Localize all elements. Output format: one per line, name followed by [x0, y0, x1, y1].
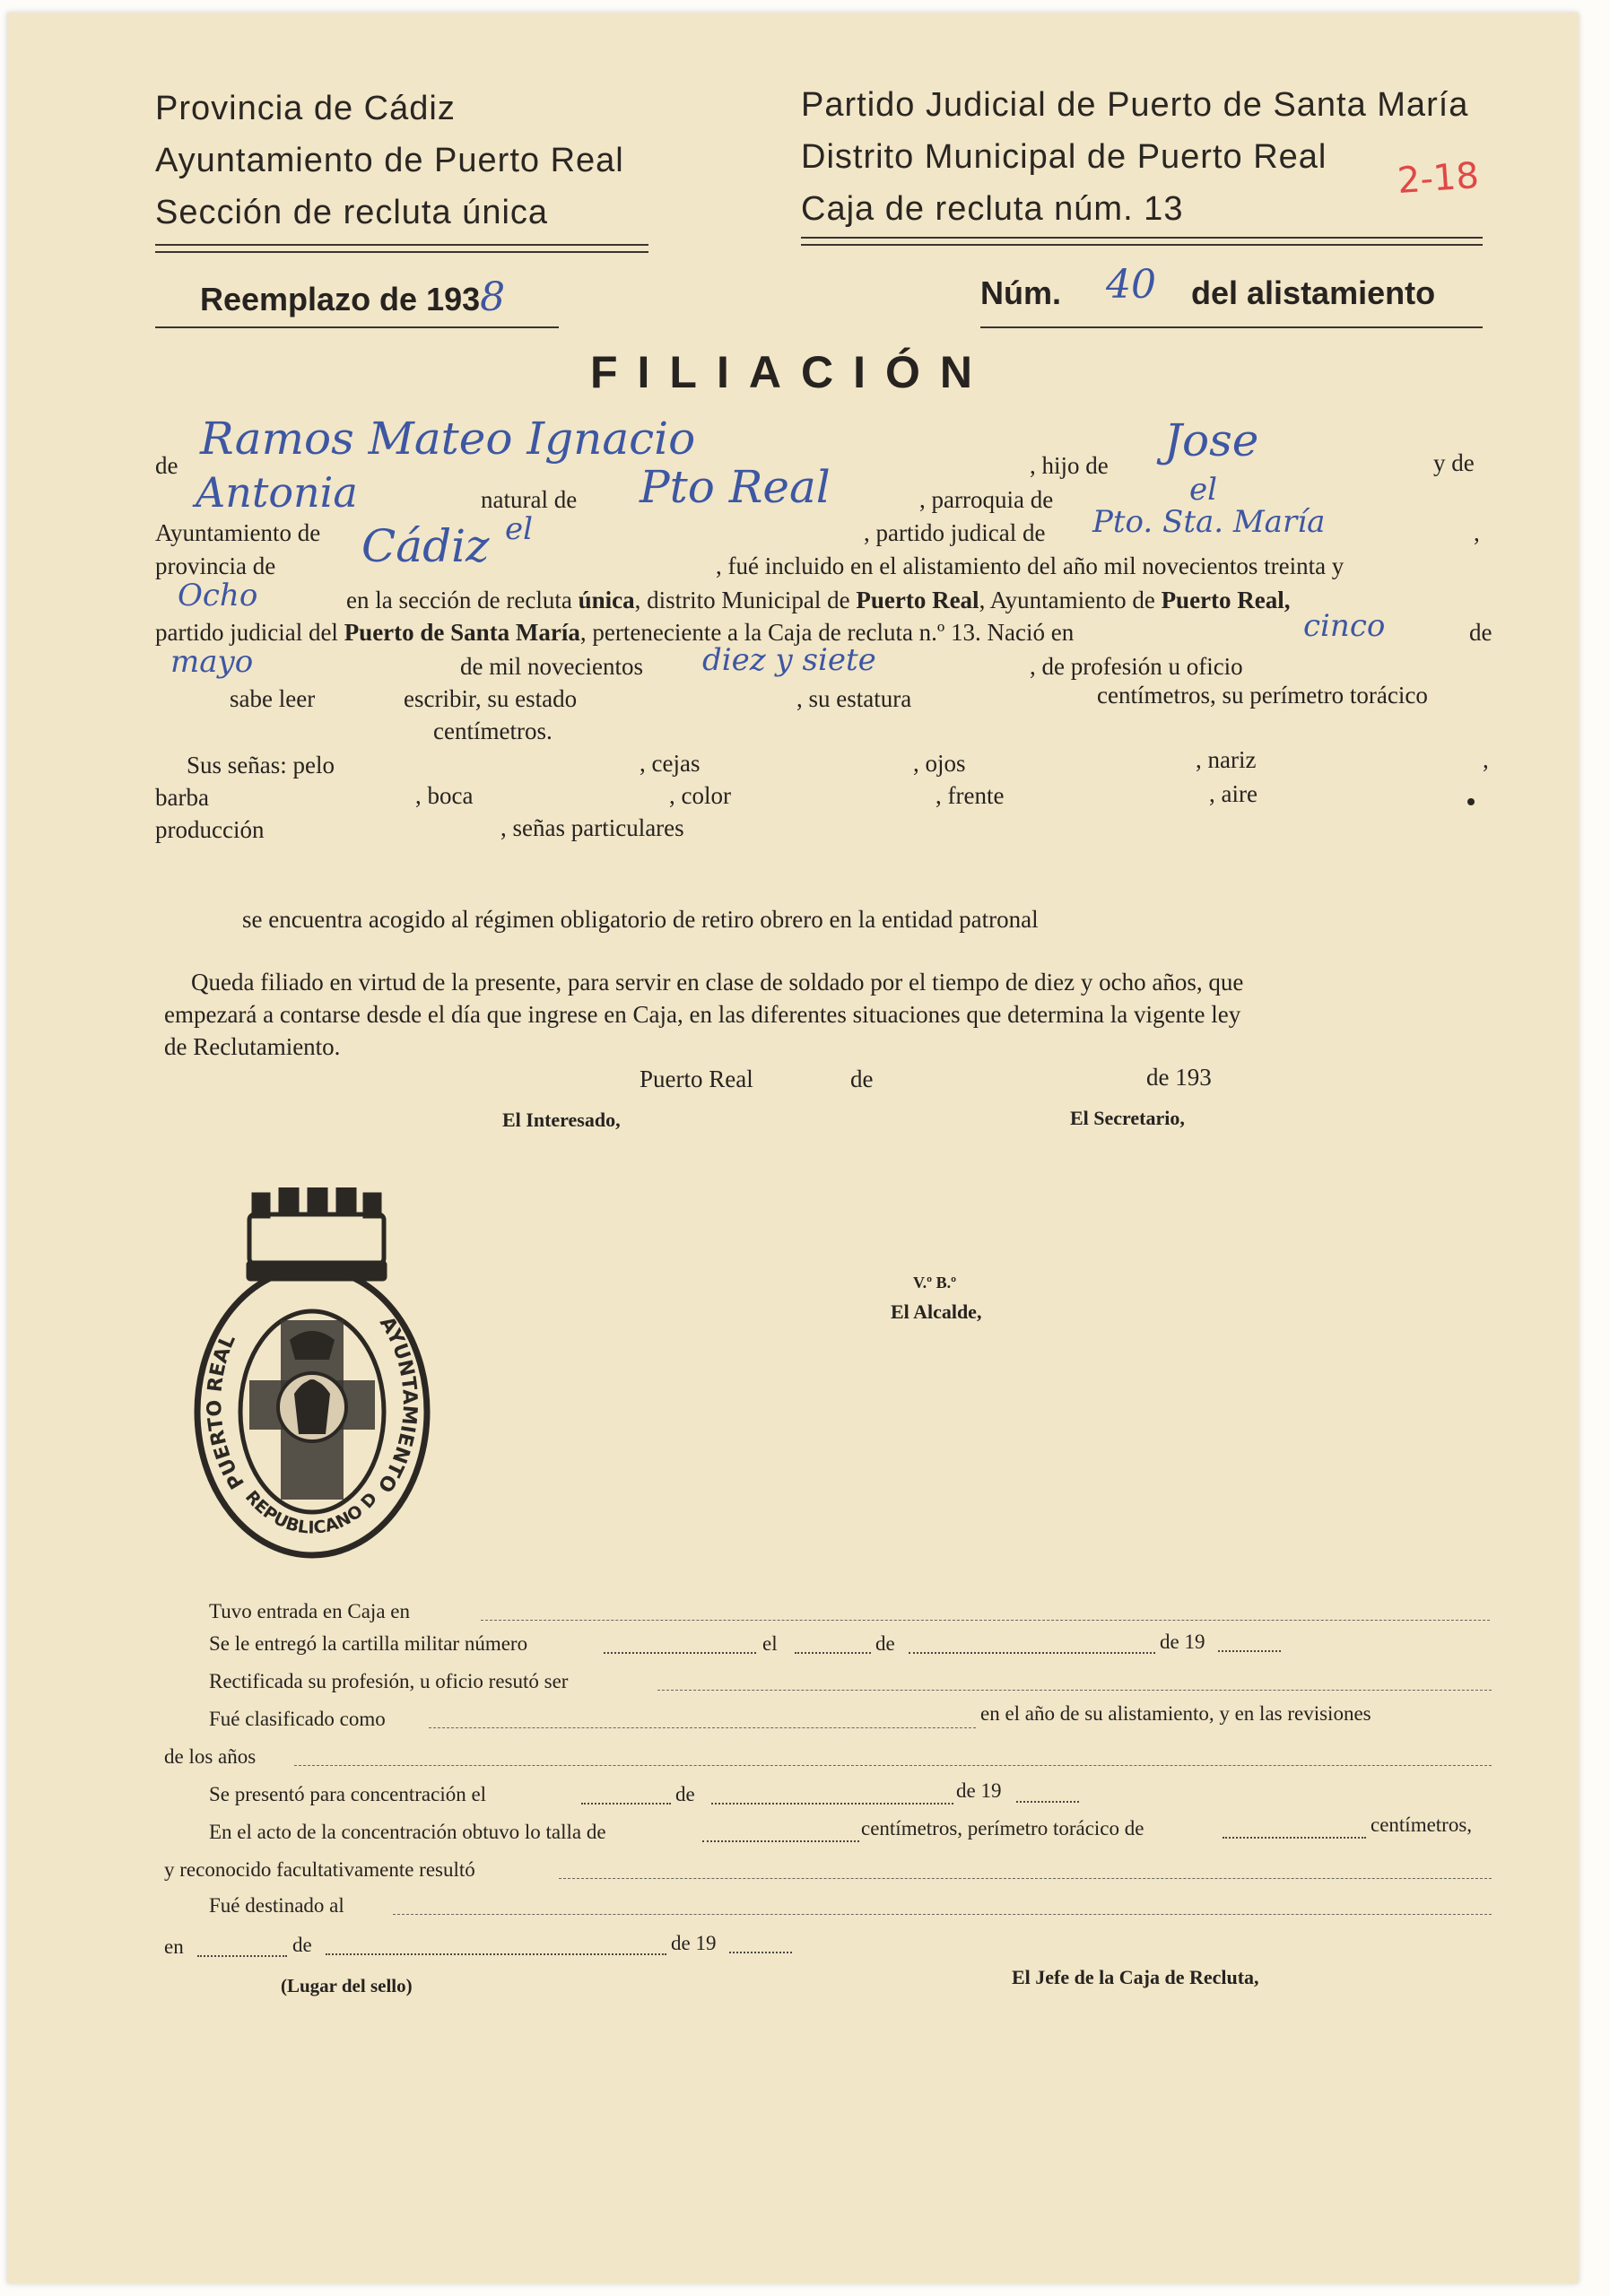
- lugar-del-sello: (Lugar del sello): [281, 1975, 413, 1996]
- queda-line-3: de Reclutamiento.: [164, 1033, 341, 1060]
- form-line-1-label: Tuvo entrada en Caja en: [209, 1600, 410, 1622]
- form-line-8-blank: [559, 1878, 1492, 1879]
- form-line-10-de: de: [292, 1934, 312, 1956]
- partido-judicial-label: , partido judical de: [864, 519, 1046, 546]
- sabe-leer-label: sabe leer: [230, 685, 316, 712]
- senas-cejas: , cejas: [640, 750, 701, 777]
- document-sheet: [7, 13, 1579, 2283]
- queda-line-2: empezará a contarse desde el día que ingrese en Caja, en las diferentes situaciones que determina la vigente ley: [164, 1001, 1241, 1028]
- form-line-9-blank: [393, 1914, 1492, 1915]
- profesion-label: , de profesión u oficio: [1030, 653, 1243, 680]
- natural-de-label: natural de: [481, 486, 578, 513]
- form-line-7-blank-b: [1223, 1837, 1366, 1839]
- senas-nariz: , nariz: [1196, 746, 1257, 773]
- parroquia-value: el: [1189, 472, 1217, 508]
- form-line-7-blank-a: [702, 1840, 859, 1842]
- page-title: FILIACIÓN: [590, 347, 992, 397]
- secretario-label: El Secretario,: [1070, 1107, 1185, 1129]
- header-left-rule: [155, 244, 648, 253]
- ayuntamiento-label: Ayuntamiento de: [155, 519, 321, 546]
- form-line-10-de19: de 19: [671, 1932, 717, 1954]
- place-name: Puerto Real: [640, 1065, 753, 1092]
- form-line-6-blank-b: [711, 1803, 953, 1805]
- form-line-10-blank-b: [326, 1953, 666, 1955]
- form-line-10-blank-c: [729, 1952, 792, 1953]
- senas-frente: , frente: [936, 782, 1005, 809]
- reemplazo-year-digit: 8: [480, 274, 506, 320]
- centimetros-perimetro-label: centímetros, su perímetro torácico: [1097, 682, 1428, 709]
- de-after-day: de: [1469, 619, 1493, 646]
- retiro-text: se encuentra acogido al régimen obligatorio de retiro obrero en la entidad patronal: [242, 906, 1039, 933]
- seal-text-bottom: REPUBLICANO D: [241, 1487, 382, 1538]
- hijo-de-label: , hijo de: [1030, 452, 1109, 479]
- form-line-2-label: Se le entregó la cartilla militar número: [209, 1632, 528, 1655]
- form-line-7-label: En el acto de la concentración obtuvo lo talla de: [209, 1821, 606, 1843]
- birth-day: cinco: [1303, 608, 1386, 644]
- form-line-8-label: y reconocido facultativamente resultó: [164, 1858, 475, 1881]
- seal-text-right: AYUNTAMIENTO: [372, 1312, 422, 1497]
- seccion-line: en la sección de recluta única, distrito Municipal de Puerto Real, Ayuntamiento de Puerto Real,: [346, 587, 1291, 613]
- num-rule: [980, 326, 1483, 328]
- form-line-4-label: Fué clasificado como: [209, 1708, 386, 1730]
- form-line-10-en: en: [164, 1935, 184, 1958]
- jefe-caja-label: El Jefe de la Caja de Recluta,: [1012, 1966, 1259, 1988]
- form-line-6-blank-c: [1016, 1801, 1079, 1803]
- ink-dot: [1467, 798, 1475, 805]
- senas-aire: , aire: [1209, 780, 1258, 807]
- fue-incluido-text: , fué incluido en el alistamiento del año mil novecientos treinta y: [716, 552, 1345, 579]
- senas-pelo: Sus señas: pelo: [187, 752, 335, 778]
- form-line-6-de: de: [675, 1783, 695, 1805]
- alcalde-label: El Alcalde,: [891, 1300, 982, 1323]
- provincia-extra: el: [505, 511, 533, 547]
- num-value: 40: [1106, 262, 1156, 308]
- birth-month: mayo: [170, 644, 254, 680]
- form-line-2-blank-d: [1218, 1650, 1281, 1652]
- person-name: Ramos Mateo Ignacio: [200, 413, 696, 465]
- partido-value: Pto. Sta. María: [1092, 504, 1326, 540]
- place-de: de: [850, 1065, 874, 1092]
- municipal-seal: [182, 1187, 442, 1564]
- year-word: Ocho: [178, 578, 258, 613]
- form-line-2-blank-a: [604, 1652, 756, 1654]
- father-name: Jose: [1164, 414, 1259, 466]
- partido-comma: ,: [1474, 519, 1480, 546]
- form-line-7-middle: centímetros, perímetro torácico de: [861, 1817, 1144, 1839]
- mother-name: Antonia: [196, 468, 358, 517]
- form-line-3-label: Rectificada su profesión, u oficio resutó ser: [209, 1670, 569, 1692]
- form-line-2-blank-b: [795, 1652, 871, 1654]
- birth-year-words: diez y siete: [702, 642, 876, 678]
- centimetros-label: centímetros.: [433, 718, 553, 744]
- form-line-2-de: de: [875, 1632, 895, 1655]
- provincia-value: Cádiz: [361, 520, 490, 572]
- form-line-1-blank: [481, 1620, 1490, 1621]
- escribir-label: escribir, su estado: [404, 685, 578, 712]
- form-line-2-de19: de 19: [1160, 1631, 1205, 1653]
- num-suffix: del alistamiento: [1191, 274, 1436, 311]
- partido-line: partido judicial del Puerto de Santa María, perteneciente a la Caja de recluta n.º 13. Nació en: [155, 619, 1075, 646]
- senas-ojos: , ojos: [913, 750, 966, 777]
- form-line-4-text: en el año de su alistamiento, y en las revisiones: [980, 1702, 1371, 1725]
- visto-bueno: V.º B.º: [913, 1274, 957, 1292]
- reemplazo-label: Reemplazo de 1938: [200, 274, 506, 320]
- red-pencil-note: 2-18: [1396, 154, 1481, 203]
- form-line-9-label: Fué destinado al: [209, 1894, 344, 1917]
- seal-stamp-graphic: [182, 1187, 442, 1564]
- queda-line-1: Queda filiado en virtud de la presente, para servir en clase de soldado por el tiempo de diez y ocho años, que: [191, 969, 1244, 996]
- reemplazo-rule: [155, 326, 559, 328]
- form-line-7-end: centímetros,: [1371, 1813, 1473, 1836]
- senas-produccion: producción: [155, 816, 265, 843]
- de-mil-label: de mil novecientos: [460, 653, 643, 680]
- form-line-4-blank: [429, 1727, 976, 1728]
- header-right-line-1: Partido Judicial de Puerto de Santa María: [801, 86, 1469, 124]
- senas-comma: ,: [1483, 746, 1489, 773]
- form-line-6-blank-a: [581, 1803, 671, 1805]
- form-line-5-label: de los años: [164, 1745, 257, 1768]
- form-line-2-blank-c: [909, 1652, 1155, 1654]
- header-right-line-3: Caja de recluta núm. 13: [801, 190, 1184, 228]
- y-de-label: y de: [1433, 449, 1475, 476]
- form-line-5-blank: [294, 1765, 1492, 1766]
- header-left-line-2: Ayuntamiento de Puerto Real: [155, 142, 624, 179]
- seal-text-top: PUERTO REAL: [204, 1331, 250, 1493]
- parroquia-label: , parroquia de: [919, 486, 1054, 513]
- senas-particulares: , señas particulares: [500, 814, 684, 841]
- senas-boca: , boca: [415, 782, 474, 809]
- senas-color: , color: [669, 782, 731, 809]
- interesado-label: El Interesado,: [502, 1109, 621, 1131]
- natural-value: Pto Real: [640, 461, 831, 513]
- form-line-3-blank: [657, 1690, 1492, 1691]
- header-right-rule: [801, 237, 1483, 246]
- header-right-line-2: Distrito Municipal de Puerto Real: [801, 138, 1327, 176]
- form-line-2-el: el: [762, 1632, 778, 1655]
- form-line-6-label: Se presentó para concentración el: [209, 1783, 487, 1805]
- provincia-label: provincia de: [155, 552, 276, 579]
- place-year: de 193: [1146, 1064, 1212, 1091]
- header-left-line-3: Sección de recluta única: [155, 194, 549, 231]
- senas-barba: barba: [155, 784, 209, 811]
- form-line-6-de19: de 19: [956, 1779, 1002, 1802]
- estatura-label: , su estatura: [796, 685, 912, 712]
- form-line-10-blank-a: [197, 1955, 287, 1957]
- header-left-line-1: Provincia de Cádiz: [155, 90, 456, 127]
- de-label: de: [155, 452, 178, 479]
- num-label: Núm.: [980, 274, 1061, 311]
